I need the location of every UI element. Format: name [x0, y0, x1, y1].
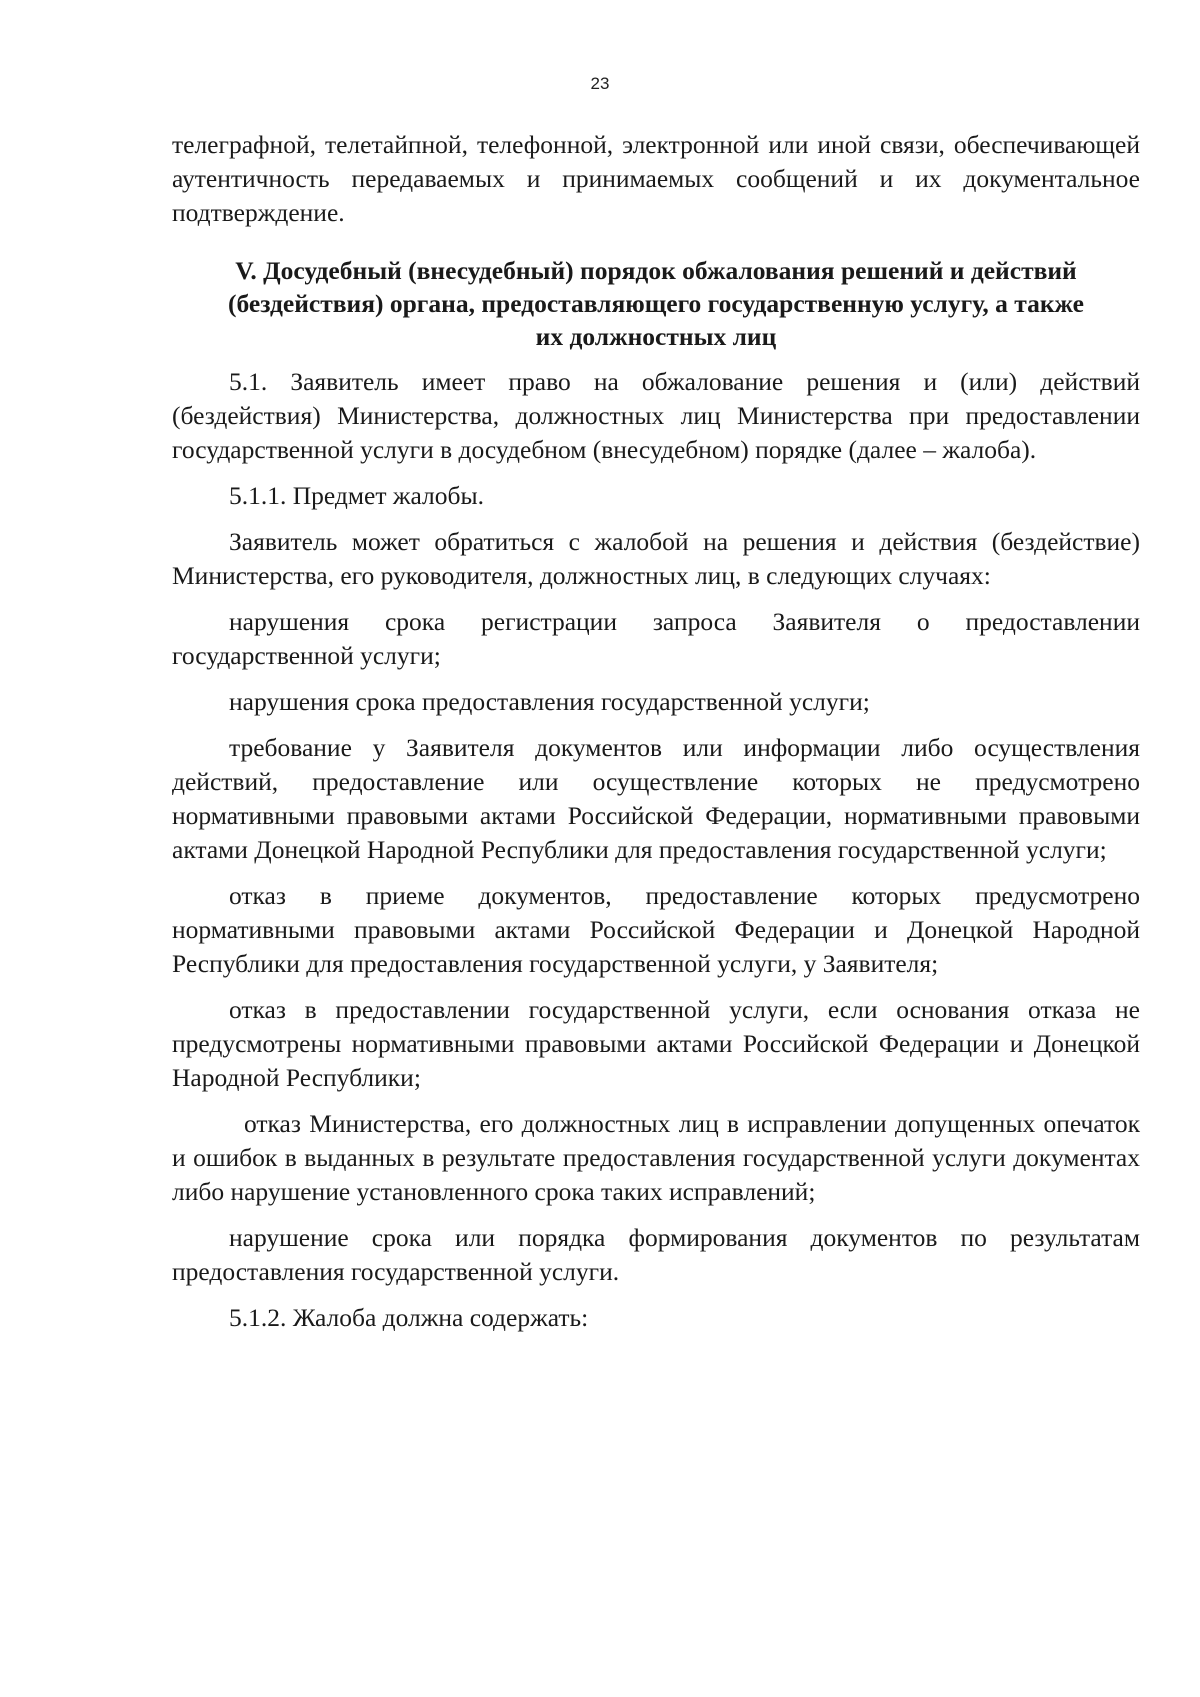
paragraph-5-1-1: 5.1.1. Предмет жалобы.: [229, 481, 484, 510]
paragraph-intro: Заявитель может обратиться с жалобой на решения и действия (бездействие) Министерства, его руководителя, должностных лиц, в следующих случаях:: [172, 527, 1140, 590]
list-item-case-2: нарушения срока предоставления государственной услуги;: [229, 687, 870, 716]
list-item-case-4: отказ в приеме документов, предоставление которых предусмотрено нормативными правовыми актами Российской Федерации и Донецкой Народной Республики для предоставления государственной услуги, у Заявителя;: [172, 881, 1140, 978]
document-body: [172, 128, 1140, 1335]
paragraph-5-1: 5.1. Заявитель имеет право на обжалование решения и (или) действий (бездействия) Министерства, должностных лиц Министерства при предоставлении государственной услуги в досудебном (внесудебном) порядке (далее – жалоба).: [172, 367, 1140, 464]
paragraph-5-1-2: 5.1.2. Жалоба должна содержать:: [229, 1303, 589, 1332]
section-heading-line-1: V. Досудебный (внесудебный) порядок обжалования решений и действий: [235, 256, 1077, 285]
page-number: 23: [590, 74, 610, 93]
list-item-case-7: нарушение срока или порядка формирования документов по результатам предоставления государственной услуги.: [172, 1223, 1140, 1286]
section-heading-line-2: (бездействия) органа, предоставляющего государственную услугу, а также: [227, 289, 1085, 318]
list-item-case-5: отказ в предоставлении государственной услуги, если основания отказа не предусмотрены нормативными правовыми актами Российской Федерации и Донецкой Народной Республики;: [172, 995, 1140, 1092]
continuation-paragraph: телеграфной, телетайпной, телефонной, электронной или иной связи, обеспечивающей аутентичность передаваемых и принимаемых сообщений и их документальное подтверждение.: [172, 130, 1140, 227]
list-item-case-1: нарушения срока регистрации запроса Заявителя о предоставлении государственной услуги;: [172, 607, 1140, 670]
section-heading: [172, 254, 1140, 353]
list-item-case-3: требование у Заявителя документов или информации либо осуществления действий, предоставление или осуществление которых не предусмотрено нормативными правовыми актами Российской Федерации, нормативными правовыми актами Донецкой Народной Республики для предоставления государственной услуги;: [172, 733, 1140, 864]
list-item-case-6: отказ Министерства, его должностных лиц в исправлении допущенных опечаток и ошибок в выданных в результате предоставления государственной услуги документах либо нарушение установленного срока таких исправлений;: [172, 1109, 1140, 1206]
section-heading-line-3: их должностных лиц: [535, 322, 777, 351]
